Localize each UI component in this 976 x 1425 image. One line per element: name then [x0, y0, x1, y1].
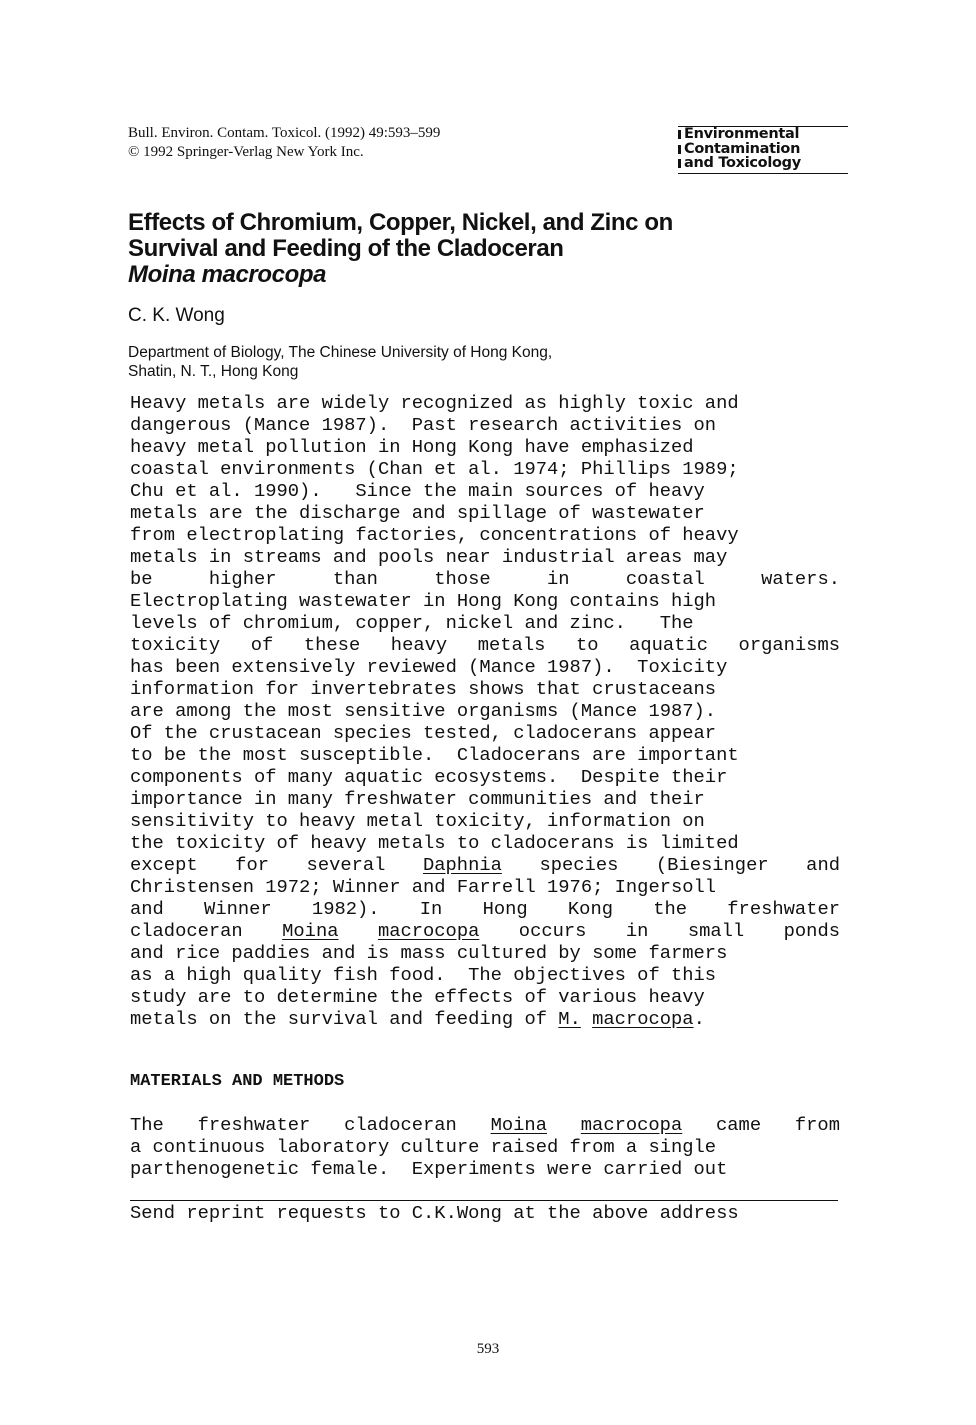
text-fragment: species (Biesinger and — [501, 854, 840, 876]
text-line: toxicity of these heavy metals to aquatic organisms — [130, 634, 840, 656]
intro-paragraph — [130, 392, 840, 1030]
text-line — [130, 920, 840, 942]
affiliation-line: Department of Biology, The Chinese University of Hong Kong, — [128, 344, 553, 361]
text-line: and rice paddies and is mass cultured by some farmers — [130, 942, 728, 964]
text-line: the toxicity of heavy metals to cladocerans is limited — [130, 832, 739, 854]
genus-name: Moina — [282, 920, 339, 942]
species-name: macrocopa — [580, 1114, 683, 1136]
text-line: dangerous (Mance 1987). Past research activities on — [130, 414, 717, 436]
author: C. K. Wong — [128, 305, 225, 326]
journal-logo — [678, 126, 848, 174]
text-line: importance in many freshwater communities and their — [130, 788, 705, 810]
text-line: levels of chromium, copper, nickel and zinc. The — [130, 612, 694, 634]
text-line — [130, 1114, 840, 1136]
text-fragment: came from — [682, 1114, 840, 1136]
text-line: parthenogenetic female. Experiments were carried out — [130, 1158, 728, 1180]
text-line: be higher than those in coastal waters. — [130, 568, 840, 590]
text-line: heavy metal pollution in Hong Kong have emphasized — [130, 436, 694, 458]
text-line: information for invertebrates shows that crustaceans — [130, 678, 717, 700]
text-line: components of many aquatic ecosystems. Despite their — [130, 766, 728, 788]
article-title — [128, 210, 673, 288]
species-name: macrocopa — [377, 920, 480, 942]
text-line: sensitivity to heavy metal toxicity, information on — [130, 810, 705, 832]
text-line: has been extensively reviewed (Mance 1987). Toxicity — [130, 656, 728, 678]
text-line: Electroplating wastewater in Hong Kong contains high — [130, 590, 717, 612]
citation — [128, 124, 440, 162]
citation-line: Bull. Environ. Contam. Toxicol. (1992) 49:593–599 — [128, 125, 441, 141]
logo-line: Contamination — [678, 142, 848, 157]
affiliation — [128, 343, 552, 381]
logo-bottom-rule — [678, 173, 848, 174]
text-line — [130, 1008, 840, 1030]
text-fragment: . — [693, 1008, 705, 1030]
text-line: metals are the discharge and spillage of wastewater — [130, 502, 705, 524]
title-line: Effects of Chromium, Copper, Nickel, and Zinc on — [128, 209, 673, 236]
affiliation-line: Shatin, N. T., Hong Kong — [128, 363, 299, 380]
methods-paragraph — [130, 1114, 840, 1180]
text-line: are among the most sensitive organisms (Mance 1987). — [130, 700, 717, 722]
genus-name: Moina — [490, 1114, 547, 1136]
text-line — [130, 854, 840, 876]
genus-name: M. — [558, 1008, 581, 1030]
text-line: from electroplating factories, concentrations of heavy — [130, 524, 739, 546]
text-line: Heavy metals are widely recognized as highly toxic and — [130, 392, 739, 414]
text-line: as a high quality fish food. The objectives of this — [130, 964, 717, 986]
text-fragment: occurs in small ponds — [479, 920, 840, 942]
copyright-line: © 1992 Springer-Verlag New York Inc. — [128, 144, 364, 160]
text-fragment: metals on the survival and feeding of — [130, 1008, 559, 1030]
footnote: Send reprint requests to C.K.Wong at the above address — [130, 1202, 739, 1224]
genus-name: Daphnia — [423, 854, 502, 876]
text-line: and Winner 1982). In Hong Kong the freshwater — [130, 898, 840, 920]
text-fragment: The freshwater cladoceran — [130, 1114, 491, 1136]
species-name: macrocopa — [592, 1008, 694, 1030]
text-line: coastal environments (Chan et al. 1974; Phillips 1989; — [130, 458, 739, 480]
logo-line: Environmental — [678, 127, 848, 142]
text-line: Chu et al. 1990). Since the main sources of heavy — [130, 480, 705, 502]
text-fragment: except for several — [130, 854, 423, 876]
title-line: Survival and Feeding of the Cladoceran — [128, 235, 564, 262]
logo-line: and Toxicology — [678, 156, 848, 171]
text-line: to be the most susceptible. Cladocerans are important — [130, 744, 739, 766]
text-line: Christensen 1972; Winner and Farrell 1976; Ingersoll — [130, 876, 717, 898]
text-line: Of the crustacean species tested, cladocerans appear — [130, 722, 717, 744]
text-fragment: cladoceran — [130, 920, 283, 942]
section-heading: MATERIALS AND METHODS — [130, 1072, 345, 1091]
text-line: a continuous laboratory culture raised from a single — [130, 1136, 717, 1158]
text-line: metals in streams and pools near industrial areas may — [130, 546, 728, 568]
footnote-rule — [130, 1200, 838, 1201]
page-number: 593 — [476, 1341, 500, 1357]
title-species: Moina macrocopa — [128, 261, 327, 288]
text-line: study are to determine the effects of various heavy — [130, 986, 705, 1008]
